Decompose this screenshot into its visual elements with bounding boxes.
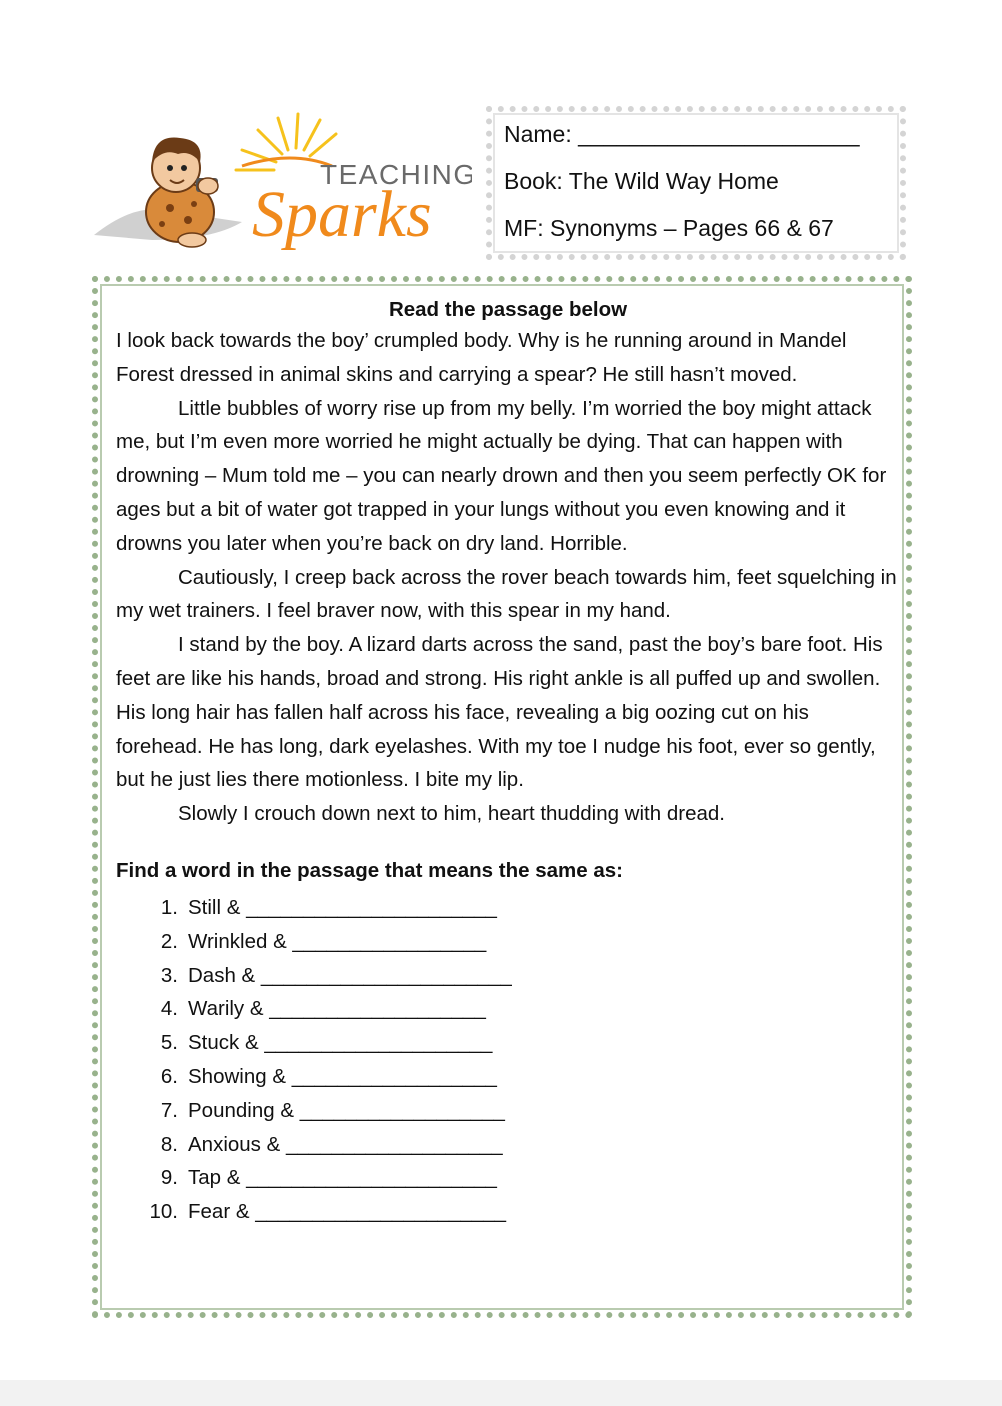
question-item[interactable] — [146, 1195, 900, 1229]
question-number: 4. — [160, 997, 178, 1021]
teaching-sparks-logo — [92, 110, 472, 260]
passage-paragraph: I stand by the boy. A lizard darts across the sand, past the boy’s bare foot. His feet are like his hands, broad and strong. His right ankle is all puffed up and swollen. His long hair has fallen half across his face, revealing a big oozing cut on his forehead. He has long, dark eyelashes. With my toe I nudge his foot, ever so gently, but he just lies there motionless. I bite my lip. — [116, 633, 883, 792]
question-item[interactable] — [146, 1094, 900, 1128]
question-text: Tap & ______________________ — [188, 1166, 497, 1190]
logo-text-teaching: TEACHING — [320, 159, 472, 190]
question-text: Warily & ___________________ — [188, 997, 486, 1021]
question-item[interactable] — [146, 1060, 900, 1094]
question-text: Fear & ______________________ — [188, 1200, 507, 1224]
question-text: Anxious & ___________________ — [188, 1132, 503, 1156]
focus-label: MF: Synonyms – Pages 66 & 67 — [504, 215, 834, 241]
passage-heading: Read the passage below — [388, 298, 628, 321]
question-text: Still & ______________________ — [188, 895, 497, 919]
question-number: 8. — [160, 1132, 178, 1156]
passage-paragraph: I look back towards the boy’ crumpled body. Why is he running around in Mandel Forest dressed in animal skins and carrying a spear? He still hasn’t moved. — [116, 329, 847, 386]
passage-paragraph: Little bubbles of worry rise up from my belly. I’m worried the boy might attack me, but I’m even more worried he might actually be dying. That can happen with drowning – Mum told me – you can nearly drown and then you seem perfectly OK for ages but a bit of water got trapped in your lungs without you even knowing and it drowns you later when you’re back on dry land. Horrible. — [116, 396, 887, 555]
question-text: Dash & ______________________ — [188, 963, 512, 987]
book-title: Book: The Wild Way Home — [504, 168, 779, 194]
logo-text-sparks: Sparks — [252, 178, 432, 251]
task-instruction: Find a word in the passage that means the same as: — [116, 858, 623, 882]
question-number: 6. — [160, 1064, 178, 1088]
passage-paragraph: Slowly I crouch down next to him, heart thudding with dread. — [178, 802, 725, 826]
caveman-mascot-icon — [146, 138, 218, 248]
question-number: 5. — [160, 1031, 178, 1055]
question-number: 3. — [160, 963, 178, 987]
question-item[interactable] — [146, 992, 900, 1026]
passage-content — [116, 296, 900, 1229]
question-text: Wrinkled & _________________ — [188, 929, 487, 953]
synonym-question-list — [116, 891, 900, 1229]
question-text: Pounding & __________________ — [188, 1098, 505, 1122]
question-item[interactable] — [146, 1128, 900, 1162]
question-item[interactable] — [146, 959, 900, 993]
question-text: Stuck & ____________________ — [188, 1031, 493, 1055]
question-item[interactable] — [146, 891, 900, 925]
question-number: 7. — [160, 1098, 178, 1122]
question-item[interactable] — [146, 925, 900, 959]
student-info-box — [486, 106, 906, 260]
question-item[interactable] — [146, 1161, 900, 1195]
passage-paragraph: Cautiously, I creep back across the rover beach towards him, feet squelching in my wet trainers. I feel braver now, with this spear in my hand. — [116, 565, 897, 623]
name-field[interactable]: Name: ______________________ — [504, 121, 860, 147]
question-text: Showing & __________________ — [188, 1064, 497, 1088]
passage-frame — [92, 276, 912, 1318]
question-number: 9. — [160, 1166, 178, 1190]
question-number: 2. — [160, 929, 178, 953]
arc-swoosh — [242, 158, 332, 166]
question-number: 10. — [149, 1200, 178, 1224]
logo-graphic — [92, 110, 472, 260]
question-item[interactable] — [146, 1026, 900, 1060]
question-number: 1. — [160, 895, 178, 919]
